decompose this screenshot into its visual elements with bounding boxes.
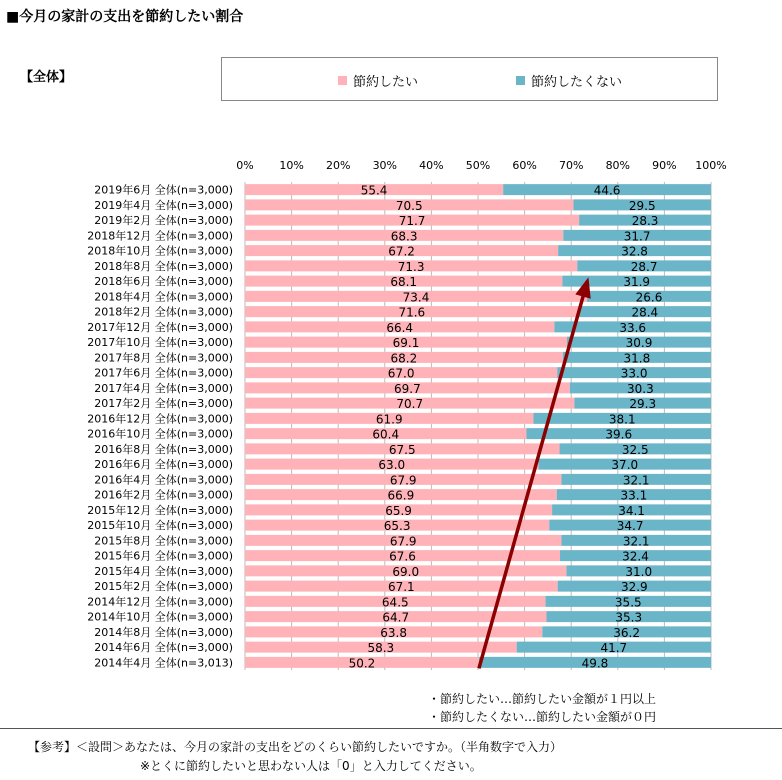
data-label-want: 65.3 — [383, 519, 411, 534]
legend-item-not-want — [516, 71, 622, 90]
data-label-not-want: 30.3 — [627, 381, 654, 396]
category-label: 2015年6月 全体(n=3,000) — [94, 549, 233, 563]
category-label: 2018年10月 全体(n=3,000) — [87, 244, 233, 258]
data-label-not-want: 39.6 — [605, 427, 633, 442]
category-label: 2018年12月 全体(n=3,000) — [87, 229, 233, 243]
x-tick-label: 10% — [279, 159, 304, 172]
scope-label: 【全体】 — [20, 70, 73, 85]
data-label-not-want: 32.1 — [622, 534, 650, 549]
category-label: 2018年8月 全体(n=3,000) — [94, 259, 233, 273]
x-tick-label: 40% — [419, 159, 444, 172]
data-label-want: 65.9 — [385, 503, 412, 518]
data-label-want: 68.2 — [390, 351, 418, 366]
data-label-not-want: 28.7 — [630, 259, 658, 274]
x-tick-label: 100% — [695, 159, 727, 172]
category-label: 2015年10月 全体(n=3,000) — [87, 519, 233, 533]
category-label: 2018年4月 全体(n=3,000) — [94, 290, 233, 304]
data-label-not-want: 44.6 — [593, 183, 621, 198]
category-label: 2015年12月 全体(n=3,000) — [87, 503, 233, 517]
data-label-not-want: 31.8 — [623, 351, 651, 366]
legend-swatch-not-want — [516, 76, 525, 85]
category-label: 2014年6月 全体(n=3,000) — [94, 641, 233, 655]
data-label-want: 64.7 — [382, 610, 410, 625]
category-label: 2016年2月 全体(n=3,000) — [94, 488, 233, 502]
data-label-want: 67.6 — [389, 549, 416, 564]
data-label-not-want: 32.1 — [622, 473, 650, 488]
data-label-not-want: 31.7 — [623, 229, 651, 244]
category-label: 2017年6月 全体(n=3,000) — [94, 366, 233, 380]
category-label: 2014年8月 全体(n=3,000) — [94, 625, 233, 639]
category-label: 2019年6月 全体(n=3,000) — [94, 183, 233, 197]
data-label-want: 67.9 — [389, 473, 417, 488]
category-label: 2018年6月 全体(n=3,000) — [94, 275, 233, 289]
data-label-want: 50.2 — [348, 656, 376, 671]
data-label-not-want: 36.2 — [613, 625, 641, 640]
x-tick-label: 90% — [652, 159, 677, 172]
data-label-want: 66.4 — [386, 320, 414, 335]
x-tick-label: 20% — [325, 159, 351, 172]
footer-question: 【参考】＜設問＞あなたは、今月の家計の支出をどのくらい節約したいですか。（半角数字で入力） — [28, 740, 563, 754]
data-label-not-want: 38.1 — [608, 412, 636, 427]
data-label-want: 66.9 — [387, 488, 415, 503]
footer-reference — [28, 738, 562, 776]
data-label-want: 69.1 — [392, 336, 420, 351]
data-label-not-want: 41.7 — [600, 641, 628, 656]
x-tick-label: 70% — [558, 159, 584, 172]
data-label-not-want: 32.8 — [621, 244, 648, 259]
data-label-not-want: 28.3 — [631, 214, 659, 229]
category-label: 2015年4月 全体(n=3,000) — [94, 564, 233, 578]
data-label-not-want: 49.8 — [581, 656, 609, 671]
category-label: 2019年4月 全体(n=3,000) — [94, 198, 233, 212]
chart-title: ■今月の家計の支出を節約したい割合 — [6, 9, 244, 25]
data-label-not-want: 32.4 — [622, 549, 649, 564]
data-label-not-want: 34.1 — [618, 503, 645, 518]
data-label-not-want: 33.1 — [620, 488, 648, 503]
data-label-not-want: 33.0 — [620, 366, 648, 381]
data-label-want: 69.0 — [392, 564, 420, 579]
data-label-want: 71.3 — [397, 259, 425, 274]
legend-label-not-want: 節約したくない — [531, 75, 623, 90]
category-label: 2014年4月 全体(n=3,013) — [94, 656, 233, 670]
category-label: 2016年10月 全体(n=3,000) — [87, 427, 233, 441]
data-label-want: 63.8 — [380, 625, 408, 640]
data-label-want: 70.5 — [395, 198, 423, 213]
data-label-not-want: 33.6 — [619, 320, 647, 335]
legend — [221, 57, 718, 101]
data-label-not-want: 34.7 — [616, 519, 644, 534]
category-label: 2014年10月 全体(n=3,000) — [87, 610, 233, 624]
data-label-want: 67.0 — [387, 366, 415, 381]
x-tick-label: 50% — [465, 159, 491, 172]
category-label: 2014年12月 全体(n=3,000) — [87, 595, 233, 609]
data-label-want: 67.2 — [388, 244, 415, 259]
category-label: 2016年12月 全体(n=3,000) — [87, 412, 233, 426]
data-label-want: 67.1 — [387, 580, 415, 595]
data-label-not-want: 32.5 — [621, 442, 649, 457]
data-label-not-want: 29.5 — [628, 198, 656, 213]
data-label-want: 55.4 — [360, 183, 388, 198]
data-label-not-want: 31.9 — [623, 275, 651, 290]
data-label-want: 71.7 — [398, 214, 426, 229]
category-label: 2017年10月 全体(n=3,000) — [87, 336, 233, 350]
category-label: 2017年2月 全体(n=3,000) — [94, 397, 233, 411]
data-label-not-want: 28.4 — [631, 305, 659, 320]
category-label: 2016年8月 全体(n=3,000) — [94, 442, 233, 456]
data-label-not-want: 30.9 — [625, 336, 653, 351]
footer-instruction: ※とくに節約したいと思わない人は「0」と入力してください。 — [140, 759, 482, 773]
x-tick-label: 0% — [236, 159, 254, 172]
data-label-want: 67.9 — [389, 534, 417, 549]
data-label-want: 64.5 — [381, 595, 409, 610]
divider — [0, 728, 782, 729]
data-label-want: 69.7 — [394, 381, 421, 396]
legend-label-want: 節約したい — [353, 75, 419, 90]
category-label: 2017年8月 全体(n=3,000) — [94, 351, 233, 365]
data-label-want: 70.7 — [396, 397, 424, 412]
x-tick-label: 60% — [512, 159, 537, 172]
data-label-want: 61.9 — [375, 412, 403, 427]
category-label: 2018年2月 全体(n=3,000) — [94, 305, 233, 319]
x-tick-label: 80% — [605, 159, 631, 172]
notes — [428, 690, 656, 726]
category-label: 2015年8月 全体(n=3,000) — [94, 534, 233, 548]
data-label-want: 68.3 — [390, 229, 418, 244]
category-label: 2017年4月 全体(n=3,000) — [94, 381, 233, 395]
category-label: 2016年6月 全体(n=3,000) — [94, 458, 233, 472]
data-label-want: 68.1 — [390, 275, 418, 290]
legend-item-want — [338, 71, 418, 90]
data-label-not-want: 29.3 — [629, 397, 657, 412]
data-label-not-want: 26.6 — [635, 290, 663, 305]
data-label-want: 58.3 — [367, 641, 395, 656]
data-label-not-want: 31.0 — [625, 564, 653, 579]
data-label-not-want: 32.9 — [620, 580, 648, 595]
category-label: 2015年2月 全体(n=3,000) — [94, 580, 233, 594]
category-label: 2017年12月 全体(n=3,000) — [87, 320, 233, 334]
x-tick-label: 30% — [372, 159, 398, 172]
data-label-not-want: 35.5 — [614, 595, 642, 610]
note-want-definition: ・節約したい…節約したい金額が１円以上 — [428, 692, 657, 706]
legend-swatch-want — [338, 76, 347, 85]
stacked-bar-chart — [0, 150, 782, 680]
data-label-not-want: 37.0 — [611, 458, 639, 473]
category-label: 2019年2月 全体(n=3,000) — [94, 214, 233, 228]
data-label-want: 71.6 — [398, 305, 426, 320]
note-not-want-definition: ・節約したくない…節約したい金額が０円 — [428, 710, 657, 724]
data-label-not-want: 35.3 — [615, 610, 643, 625]
data-label-want: 73.4 — [402, 290, 430, 305]
data-label-want: 67.5 — [388, 442, 416, 457]
data-label-want: 60.4 — [372, 427, 400, 442]
category-label: 2016年4月 全体(n=3,000) — [94, 473, 233, 487]
data-label-want: 63.0 — [378, 458, 406, 473]
